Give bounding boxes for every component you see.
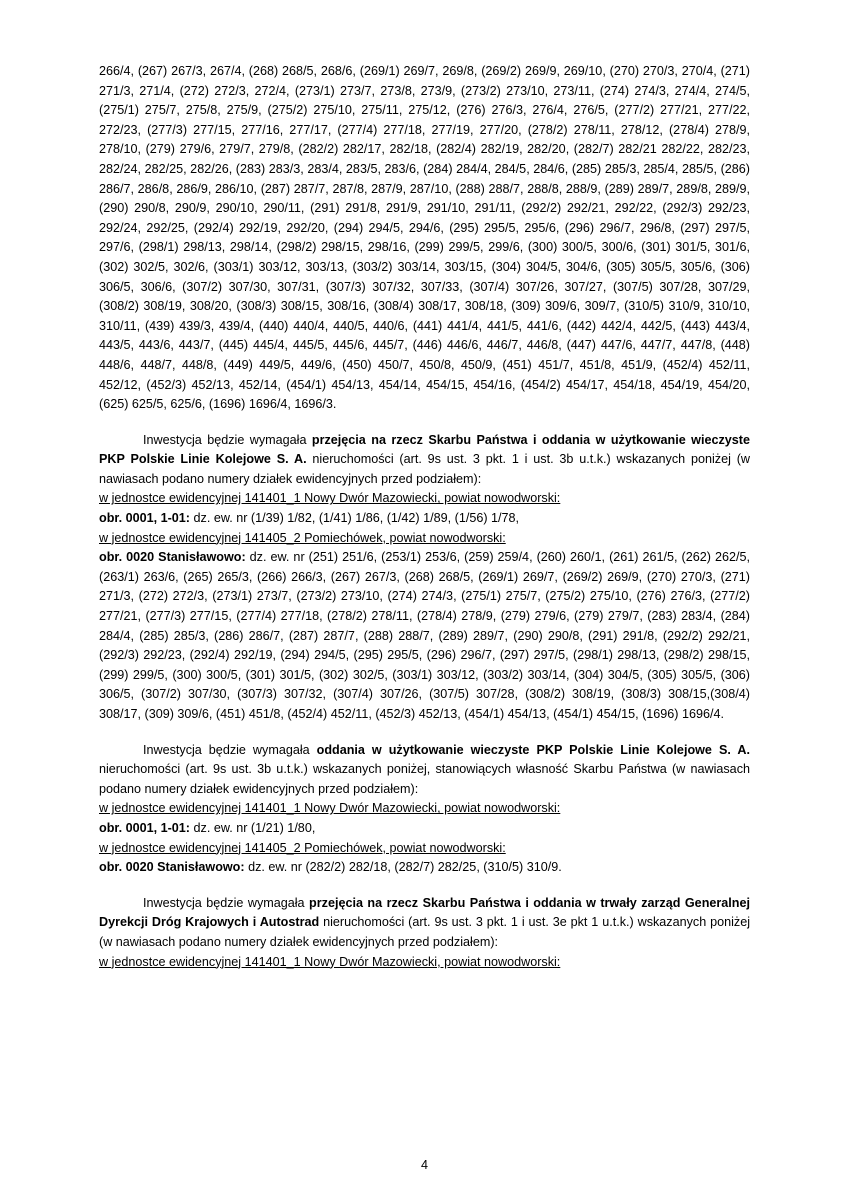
page-number: 4 xyxy=(420,1158,428,1172)
section-1-intro-run-0: Inwestycja będzie wymagała xyxy=(143,432,312,447)
unit-heading: w jednostce ewidencyjnej 141405_2 Pomiechówek, powiat nowodworski: xyxy=(99,530,506,545)
unit-heading: w jednostce ewidencyjnej 141401_1 Nowy Dwór Mazowiecki, powiat nowodworski: xyxy=(99,801,561,816)
document-body xyxy=(99,62,750,972)
section-1-entry-1-parcels xyxy=(99,548,750,724)
unit-heading: w jednostce ewidencyjnej 141401_1 Nowy Dwór Mazowiecki, powiat nowodworski: xyxy=(99,491,561,506)
section-1-entry-0-heading xyxy=(99,489,750,509)
section-2-intro xyxy=(99,741,750,800)
section-3-intro xyxy=(99,894,750,953)
spacer xyxy=(99,725,750,741)
section-1-entry-1-heading xyxy=(99,529,750,549)
section-3-intro-run-2: nieruchomości (art. 9s ust. 3 pkt. 1 i ust. 3e pkt 1 u.t.k.) wskazanych poniżej (w nawiasach podano numery działek ewidencyjnych przed podziałem): xyxy=(99,915,750,949)
section-2-intro-run-0: Inwestycja będzie wymagała xyxy=(143,742,317,757)
section-2-entry-0-heading xyxy=(99,799,750,819)
section-2-entry-0-parcels xyxy=(99,819,750,839)
section-2-entry-1-heading xyxy=(99,839,750,859)
section-2-intro-run-1: oddania w użytkowanie wieczyste PKP Polskie Linie Kolejowe S. A. xyxy=(316,742,750,757)
parcel-values: dz. ew. nr (1/21) 1/80, xyxy=(190,820,316,835)
section-1-intro-run-2: nieruchomości (art. 9s ust. 3 pkt. 1 i ust. 3b u.t.k.) wskazanych poniżej (w nawiasach podano numery działek ewidencyjnych przed podziałem): xyxy=(99,452,750,486)
section-3-intro-run-0: Inwestycja będzie wymagała xyxy=(143,895,310,910)
unit-heading: w jednostce ewidencyjnej 141401_1 Nowy Dwór Mazowiecki, powiat nowodworski: xyxy=(99,954,561,969)
parcel-values: dz. ew. nr (251) 251/6, (253/1) 253/6, (259) 259/4, (260) 260/1, (261) 261/5, (262) 262/5, (263/1) 263/6, (265) 265/3, (266) 266/3, (267) 267/3, (268) 268/5, (269/1) 269/7, (269/2) 269/9, (270) 270/3, (271) 271/3, (272) 272/3, (273/1) 273/7, (273/2) 273/10, (274) 274/3, (275/1) 275/7, (275/2) 275/10, (276) 276/3, (277/2) 277/21, (277/3) 277/15, (277/4) 277/18, (278/2) 278/11, (278/4) 278/9, (279) 279/6, (279) 279/7, (283) 283/4, (284) 284/4, (285) 285/3, (286) 286/7, (287) 287/7, (288) 288/7, (289) 289/7, (290) 290/8, (291) 291/8, (292/2) 292/21, (292/3) 292/23, (292/4) 292/19, (294) 294/5, (295) 295/5, (296) 296/7, (297) 297/5, (298/1) 298/13, (298/2) 298/15, (299) 299/5, (300) 300/5, (301) 301/5, (302) 302/5, (303/1) 303/12, (303/2) 303/14, (304) 304/5, (305) 305/5, (306) 306/5, (307/2) 307/30, (307/3) 307/32, (307/4) 307/26, (307/5) 307/28, (308/2) 308/19, (308/3) 308/15,(308/4) 308/17, (309) 309/6, (451) 451/8, (452/4) 452/11, (452/3) 452/13, (454/1) 454/13, (454/1) 454/15, (1696) 1696/4. xyxy=(99,550,750,721)
obreb-label: obr. 0020 Stanisławowo: xyxy=(99,550,246,565)
parcel-values: dz. ew. nr (282/2) 282/18, (282/7) 282/25, (310/5) 310/9. xyxy=(244,860,562,875)
obreb-label: obr. 0001, 1-01: xyxy=(99,511,191,526)
section-2-entry-1-parcels xyxy=(99,858,750,878)
section-2-intro-run-2: nieruchomości (art. 9s ust. 3b u.t.k.) wskazanych poniżej, stanowiących własność Skarbu Państwa (w nawiasach podano numery działek ewidencyjnych przed podziałem): xyxy=(99,762,750,796)
section-3-entry-0-heading xyxy=(99,953,750,973)
parcel-list-main: 266/4, (267) 267/3, 267/4, (268) 268/5, 268/6, (269/1) 269/7, 269/8, (269/2) 269/9, 269/10, (270) 270/3, 270/4, (271) 271/3, 271/4, (272) 272/3, 272/4, (273/1) 273/7, 273/8, 273/9, (273/2) 273/10, 273/11, (274) 274/3, 274/4, 274/5, (275/1) 275/7, 275/8, 275/9, (275/2) 275/10, 275/11, 275/12, (276) 276/3, 276/4, 276/5, (277/2) 277/21, 277/22, 272/23, (277/3) 277/15, 277/16, 277/17, (277/4) 277/18, 277/19, 277/20, (278/2) 278/11, 278/12, (278/4) 278/9, 278/10, (279) 279/6, 279/7, 279/8, (282/2) 282/17, 282/18, (282/4) 282/19, 282/20, (282/7) 282/21 282/22, 282/23, 282/24, 282/25, 282/26, (283) 283/3, 283/4, 283/5, 283/6, (284) 284/4, 284/5, 284/6, (285) 285/3, 285/4, 285/5, (286) 286/7, 286/8, 286/9, 286/10, (287) 287/7, 287/8, 287/9, 287/10, (288) 288/7, 288/8, 288/9, (289) 289/7, 289/8, 289/9, (290) 290/8, 290/9, 290/10, 290/11, (291) 291/8, 291/9, 291/10, 291/11, (292/2) 292/21, 292/22, (292/3) 292/23, 292/24, 292/25, (292/4) 292/19, 292/20, (294) 294/5, 294/6, (295) 295/5, 295/6, (296) 296/7, 296/8, (297) 297/5, 297/6, (298/1) 298/13, 298/14, (298/2) 298/15, 298/16, (299) 299/5, 299/6, (300) 300/5, 300/6, (301) 301/5, 301/6, (302) 302/5, 302/6, (303/1) 303/12, 303/13, (303/2) 303/14, 303/15, (304) 304/5, 304/6, (305) 305/5, 305/6, (306) 306/5, 306/6, (307/2) 307/30, 307/31, (307/3) 307/32, 307/33, (307/4) 307/26, 307/27, (307/5) 307/28, 307/29, (308/2) 308/19, 308/20, (308/3) 308/15, 308/16, (308/4) 308/17, 308/18, (309) 309/6, 309/7, (310/5) 310/9, 310/10, 310/11, (439) 439/3, 439/4, (440) 440/4, 440/5, 440/6, (441) 441/4, 441/5, 441/6, (442) 442/4, 442/5, (443) 443/4, 443/5, 443/6, 443/7, (445) 445/4, 445/5, 445/6, 445/7, (446) 446/6, 446/7, 446/8, (447) 447/6, 447/7, 447/8, (448) 448/6, 448/7, 448/8, (449) 449/5, 449/6, (450) 450/7, 450/8, 450/9, (451) 451/7, 451/8, 451/9, (452/4) 452/11, 452/12, (452/3) 452/13, 452/14, (454/1) 454/13, 454/14, 454/15, 454/16, (454/2) 454/17, 454/18, 454/19, 454/20, (625) 625/5, 625/6, (1696) 1696/4, 1696/3. xyxy=(99,64,750,412)
section-1-intro-run-1: przejęcia na rzecz Skarbu Państwa i oddania w użytkowanie wieczyste PKP Polskie Linie Kolejowe S. A. xyxy=(99,432,750,467)
parcel-values: dz. ew. nr (1/39) 1/82, (1/41) 1/86, (1/42) 1/89, (1/56) 1/78, xyxy=(190,511,520,526)
section-1-entry-0-parcels xyxy=(99,509,750,529)
section-3-intro-run-1: przejęcia na rzecz Skarbu Państwa i oddania w trwały zarząd Generalnej Dyrekcji Dróg Krajowych i Autostrad xyxy=(99,895,750,930)
spacer xyxy=(99,415,750,431)
obreb-label: obr. 0020 Stanisławowo: xyxy=(99,860,245,875)
section-1-intro xyxy=(99,431,750,490)
obreb-label: obr. 0001, 1-01: xyxy=(99,820,191,835)
unit-heading: w jednostce ewidencyjnej 141405_2 Pomiechówek, powiat nowodworski: xyxy=(99,840,506,855)
spacer xyxy=(99,878,750,894)
